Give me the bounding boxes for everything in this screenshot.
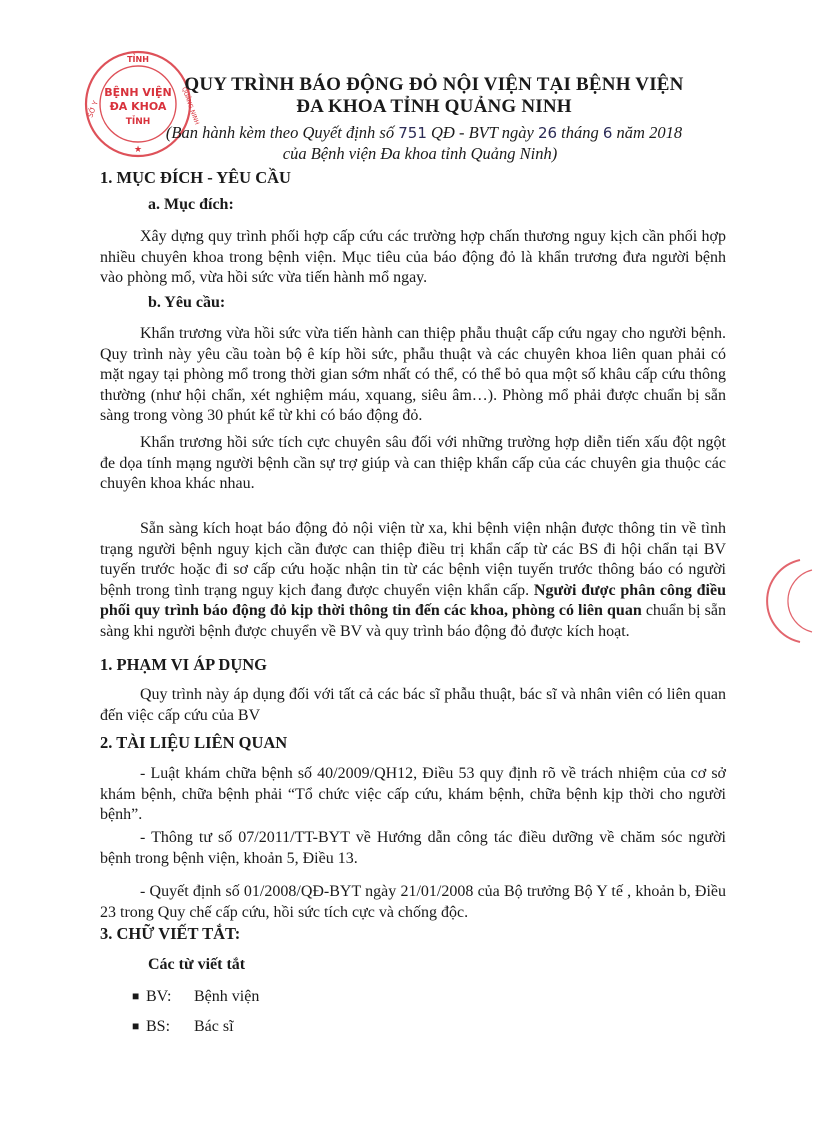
section-heading-abbreviations: 3. CHỮ VIẾT TẮT: — [100, 924, 241, 943]
square-bullet-icon: ■ — [132, 1019, 140, 1033]
square-bullet-icon: ■ — [132, 989, 140, 1003]
section-heading-scope: 1. PHẠM VI ÁP DỤNG — [100, 655, 267, 674]
document-title-line2: ĐA KHOA TỈNH QUẢNG NINH — [296, 96, 572, 117]
abbreviation-key: BS: — [146, 1018, 171, 1035]
subheading-abbreviation-list: Các từ viết tắt — [148, 956, 246, 973]
decision-month: 6 — [602, 124, 613, 142]
section-heading-purpose-requirements: 1. MỤC ĐÍCH - YÊU CẦU — [100, 168, 291, 187]
abbreviation-item — [132, 988, 259, 1006]
svg-text:TỈNH: TỈNH — [127, 55, 149, 64]
paragraph-requirements-2: Khẩn trương hồi sức tích cực chuyên sâu đối với những trường hợp diễn tiến xấu đột ngột đe dọa tính mạng người bệnh cần sự trợ giúp và can thiệp khẩn cấp của các chuyên gia thuộc các chuyên khoa khác nhau. — [100, 434, 726, 492]
document-subtitle-line2: của Bệnh viện Đa khoa tỉnh Quảng Ninh) — [282, 144, 558, 163]
svg-text:QUẢNG NINH: QUẢNG NINH — [180, 86, 201, 126]
paragraph-reference-3: - Quyết định số 01/2008/QĐ-BYT ngày 21/01/2008 của Bộ trưởng Bộ Y tế , khoản b, Điều 23 trong Quy chế cấp cứu, hồi sức tích cực và chống độc. — [100, 883, 726, 921]
abbreviation-key: BV: — [146, 988, 172, 1005]
subtitle-text: tháng — [561, 123, 599, 142]
paragraph-bold-text: Người được phân công điều phối quy trình báo động đỏ kịp thời thông tin đến các khoa, phòng có liên quan — [100, 581, 726, 619]
section-heading-references: 2. TÀI LIỆU LIÊN QUAN — [100, 733, 288, 752]
subtitle-text: QĐ - BVT ngày — [431, 123, 534, 142]
subtitle-text: (Ban hành kèm theo Quyết định số — [165, 123, 395, 142]
paragraph-reference-1: - Luật khám chữa bệnh số 40/2009/QH12, Điều 53 quy định rõ về trách nhiệm của cơ sở khám bệnh, chữa bệnh phải “Tổ chức việc cấp cứu, khám bệnh, chữa bệnh kịp thời cho người bệnh”. — [100, 765, 726, 823]
decision-number: 751 — [398, 124, 427, 142]
paragraph-text: Sẵn sàng kích hoạt báo động đỏ nội viện từ xa, khi bệnh viện nhận được thông tin về tình trạng người bệnh nguy kịch cần được can thiệp điều trị khẩn cấp từ các BS đi hội chẩn tại BV tuyến trước hoặc đi sơ cấp cứu hoặc nhận tin từ các bệnh viện tuyến trước thông báo có người bệnh trong tình trạng nguy kịch đang được chuyển viện khẩn cấp. — [100, 520, 726, 599]
svg-text:SỞ Y: SỞ Y — [86, 99, 100, 119]
paragraph-text: chuẩn bị sẵn sàng khi người bệnh được chuyển về BV và quy trình báo động đỏ được kích hoạt. — [100, 602, 727, 640]
paragraph-purpose: Xây dựng quy trình phối hợp cấp cứu các trường hợp chấn thương nguy kịch cần phối hợp nhiều chuyên khoa trong bệnh viện. Mục tiêu của báo động đỏ là khẩn trương đưa người bệnh vào phòng mổ, vừa hồi sức vừa tiến hành mổ ngay. — [100, 228, 726, 286]
svg-text:TỈNH: TỈNH — [125, 117, 151, 127]
document-title-line1: QUY TRÌNH BÁO ĐỘNG ĐỎ NỘI VIỆN TẠI BỆNH VIỆN — [184, 74, 684, 95]
subheading-requirements: b. Yêu cầu: — [148, 294, 226, 311]
document-subtitle-line1 — [0, 123, 800, 143]
paragraph-scope: Quy trình này áp dụng đối với tất cả các bác sĩ phẫu thuật, bác sĩ và nhân viên có liên quan đến việc cấp cứu của BV — [100, 686, 726, 724]
paragraph-requirements-3 — [100, 519, 726, 642]
paragraph-requirements-1: Khẩn trương vừa hồi sức vừa tiến hành can thiệp phẫu thuật cấp cứu ngay cho người bệnh. Quy trình này yêu cầu toàn bộ ê kíp hồi sức, phẫu thuật và các chuyên khoa liên quan phải có mặt ngay tại phòng mổ trong thời gian sớm nhất có thể, có thể bỏ qua một số khâu cấp cứu thông thường (như hội chẩn, xét nghiệm máu, xquang, siêu âm…). Phòng mổ phải được chuẩn bị sẵn sàng trong vòng 30 phút kể từ khi có báo động đỏ. — [100, 325, 726, 424]
svg-text:BỆNH VIỆN: BỆNH VIỆN — [104, 86, 172, 99]
abbreviation-item — [132, 1018, 234, 1036]
subheading-purpose: a. Mục đích: — [148, 196, 234, 213]
abbreviation-value: Bác sĩ — [194, 1018, 234, 1035]
subtitle-text: năm 2018 — [616, 123, 683, 142]
svg-text:★: ★ — [133, 145, 143, 155]
decision-day: 26 — [537, 124, 558, 142]
paragraph-reference-2: - Thông tư số 07/2011/TT-BYT về Hướng dẫn công tác điều dưỡng về chăm sóc người bệnh trong bệnh viện, khoản 5, Điều 13. — [100, 829, 726, 867]
svg-text:ĐA KHOA: ĐA KHOA — [109, 100, 167, 113]
abbreviation-value: Bệnh viện — [194, 988, 260, 1005]
page-edge-seal-icon — [766, 556, 826, 646]
